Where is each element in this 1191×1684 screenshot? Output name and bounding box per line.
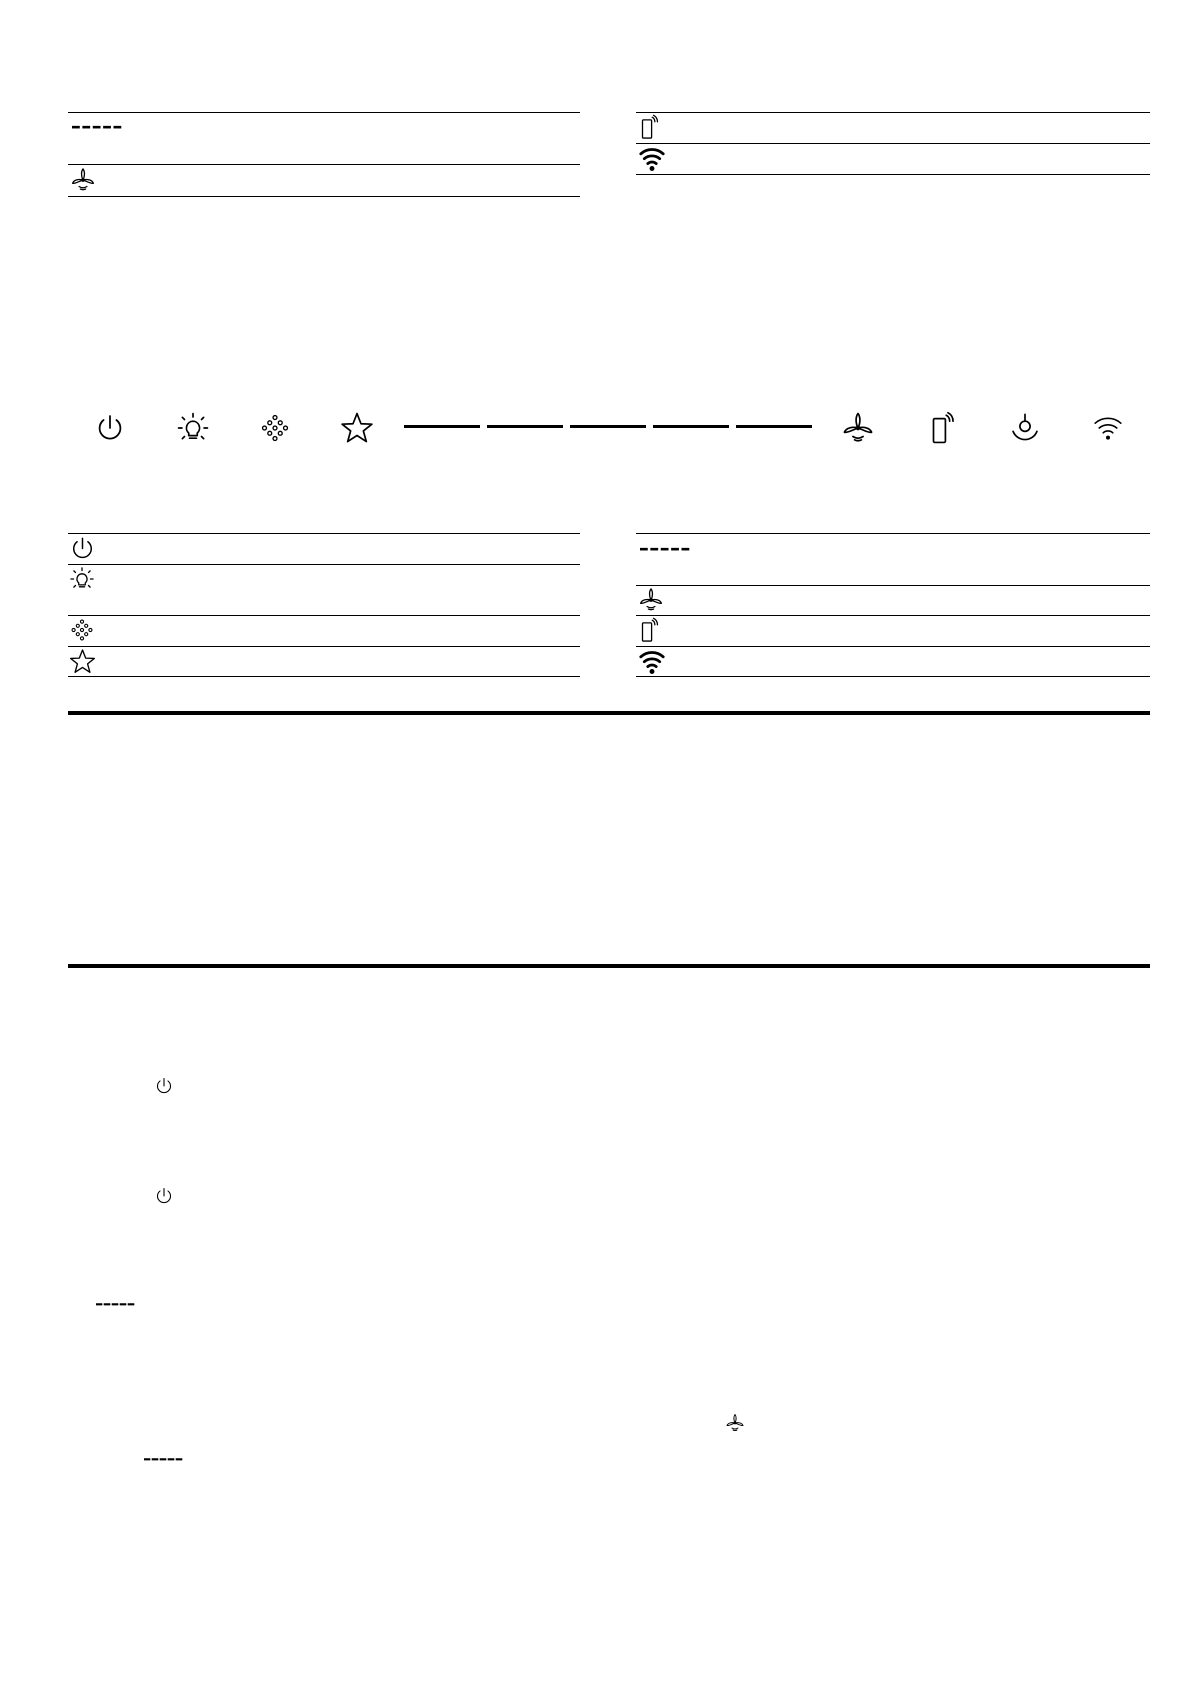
light-icon[interactable] (176, 411, 210, 445)
ambient-light-icon (70, 618, 94, 642)
wifi-icon[interactable] (1091, 412, 1125, 444)
table-rule (636, 174, 1150, 175)
table-description (146, 112, 580, 164)
display-dashes-icon (96, 1302, 136, 1307)
sensor-icon[interactable] (1008, 411, 1042, 445)
power-icon[interactable] (94, 412, 126, 444)
table-rule (636, 676, 1150, 677)
wifi-icon (636, 144, 668, 172)
table-description (714, 533, 1150, 585)
table-row (636, 112, 1150, 143)
level-segment-2[interactable] (487, 425, 563, 428)
remote-phone-icon[interactable] (925, 411, 959, 445)
level-segment-3[interactable] (570, 425, 646, 428)
display-dashes-icon (144, 1457, 184, 1462)
table-mid-right (636, 533, 1150, 676)
table-symbol-cell (68, 112, 140, 164)
fan-icon (638, 587, 664, 613)
power-icon (69, 535, 96, 562)
table-row (636, 143, 1150, 174)
level-segment-5[interactable] (736, 425, 812, 428)
light-icon (69, 566, 95, 592)
favourite-star-icon (69, 648, 96, 675)
section-rule (68, 964, 1150, 968)
table-rule (68, 196, 580, 197)
table-row (636, 646, 1150, 676)
wifi-icon (636, 647, 668, 675)
power-icon (154, 1186, 174, 1206)
table-description (146, 533, 580, 564)
table-row (636, 585, 1150, 615)
display-dashes-icon (640, 547, 692, 551)
remote-phone-icon (636, 114, 662, 140)
table-row (68, 112, 580, 164)
table-description (714, 143, 1150, 174)
table-mid-left (68, 533, 580, 676)
fan-icon[interactable] (841, 411, 875, 445)
table-description (146, 164, 580, 196)
table-row (68, 564, 580, 615)
table-row (68, 615, 580, 646)
table-row (636, 533, 1150, 585)
table-description (714, 646, 1150, 676)
fan-icon (70, 167, 96, 193)
ambient-light-icon[interactable] (260, 413, 290, 443)
table-description (146, 564, 580, 615)
table-top-left (68, 112, 580, 196)
table-row (68, 164, 580, 196)
remote-phone-icon (636, 617, 662, 643)
favourite-star-icon[interactable] (340, 411, 374, 445)
table-description (714, 615, 1150, 646)
display-dashes-icon (72, 125, 124, 129)
table-row (636, 615, 1150, 646)
table-description (146, 615, 580, 646)
power-icon (154, 1076, 174, 1096)
table-row (68, 646, 580, 676)
table-description (714, 112, 1150, 143)
fan-icon (725, 1413, 745, 1433)
level-segment-1[interactable] (404, 425, 480, 428)
table-row (68, 533, 580, 564)
level-segment-4[interactable] (653, 425, 729, 428)
table-description (146, 646, 580, 676)
table-rule (68, 676, 580, 677)
table-description (714, 585, 1150, 615)
table-top-right (636, 112, 1150, 174)
section-rule (68, 711, 1150, 715)
